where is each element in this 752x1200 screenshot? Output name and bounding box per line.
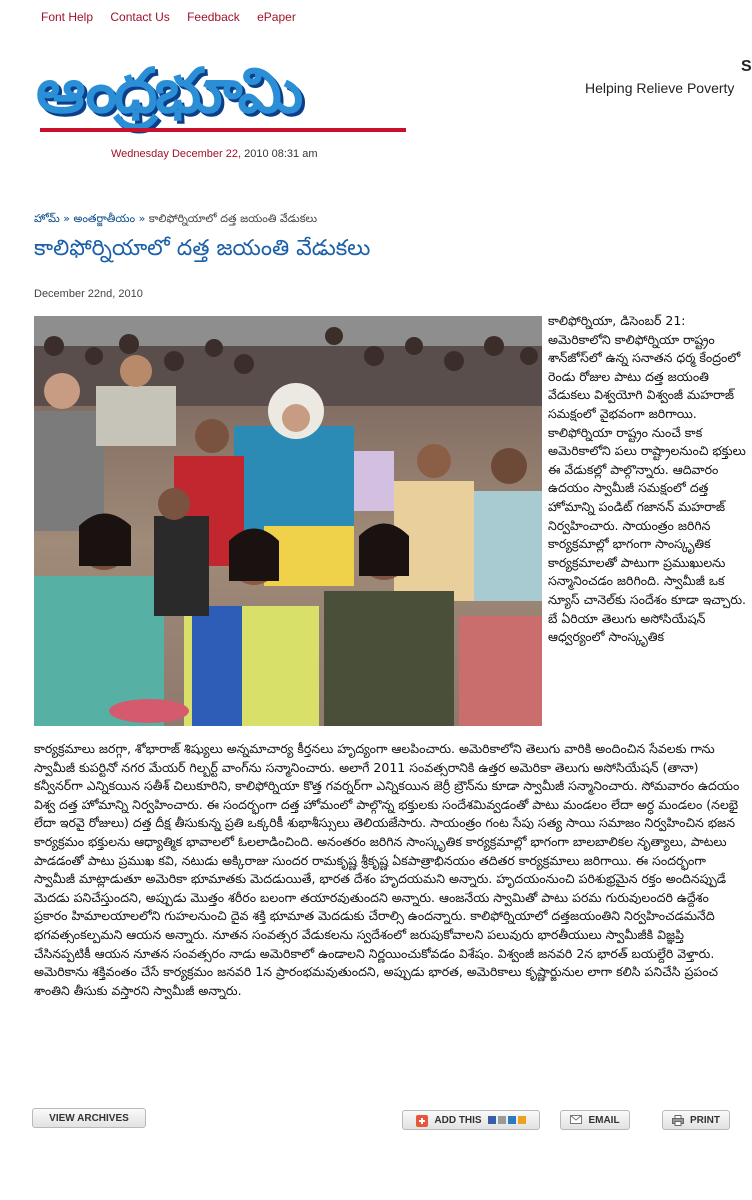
ad-letter: S: [741, 58, 752, 75]
font-help-link[interactable]: Font Help: [41, 10, 94, 24]
breadcrumb-separator: »: [63, 212, 71, 225]
crowd-photo-illustration: [34, 316, 542, 726]
logo-underline: [40, 128, 406, 132]
breadcrumb-separator: »: [138, 212, 146, 225]
breadcrumb-home[interactable]: హోమ్: [34, 212, 60, 225]
print-label: PRINT: [690, 1114, 720, 1126]
envelope-icon: [570, 1115, 582, 1125]
date-day: Wednesday December 22,: [111, 148, 242, 160]
breadcrumb: [34, 212, 317, 228]
print-button[interactable]: [662, 1110, 730, 1130]
top-nav: [41, 10, 310, 24]
date-time: 2010 08:31 am: [244, 148, 318, 160]
ad-tagline: Helping Relieve Poverty: [585, 80, 735, 96]
article-text-body: కార్యక్రమాలు జరగ్గా, శోభారాజ్ శిష్యులు అన్నమాచార్య కీర్తనలు హృద్యంగా ఆలపించారు. అమెరికాలోని తెలుగు వారికి అందించిన సేవలకు గాను స్వామీజీ కుపర్టినో నగర మేయర్ గిల్బర్ట్ వాంగ్‌ను సన్మానించారు. అలాగే 2011 సంవత్సరానికి ఉత్తర అమెరికా తెలుగు అసోసియేషన్ (తానా) కన్వీనర్‌గా ఎన్నికయిన సతీశ్ చిలుకూరిని, కాలిఫోర్నియా కొత్త గవర్నర్‌గా ఎన్నికయిన జెర్రీ బ్రౌన్‌ను కూడా స్వామీజీ సన్మానించారు. సోమవారం ఉదయం విశ్వ దత్త హోమాన్ని నిర్వహించారు. ఈ సందర్భంగా దత్త హోమంలో పాల్గొన్న భక్తులకు సందేశమివ్వడంతో పాటు మండలం లేదా అర్ధ మండలం (నలభై లేదా ఇరవై రోజులు) దత్త దీక్ష తీసుకున్న ప్రతి ఒక్కరికీ శుభాశీస్సులు తెలియజేసారు. సాయంత్రం గంట సేపు సత్య సాయి సమాజం నిర్వహించిన భజన కార్యక్రమం భక్తులను ఆధ్యాత్మిక భావాలలో ఓలలాడించింది. అనంతరం జరిగిన సాంస్కృతిక కార్యక్రమాల్లో భాగంగా బాలబాలికల నృత్యాలు, పాటలు పాడడంతో పాటు ప్రముఖ కవి, నటుడు అక్కిరాజు సుందర రామకృష్ణ శ్రీకృష్ణ ఏకపాత్రాభినయం తదితర కార్యక్రమాలు జరిగాయి. ఈ సందర్భంగా స్వామీజీ మాట్లాడుతూ అమెరికా భూమాతకు మెదడుయితే, భారత దేశం హృదయమని అన్నారు. హృదయంనుంచి పరిశుభ్రమైన రక్తం అందినప్పుడే మెదడు పనిచేస్తుందని, అప్పుడు మొత్తం శరీరం బలంగా తయారవుతుందని అన్నారు. ఆంజనేయ స్వామితో పాటు పరమ గురువులందరి ఉద్దేశం ప్రకారం హిమాలయాలలోని గుహలనుంచి దైవ శక్తి భూమాత మెదడుకు చేరాల్సి ఉందన్నారు. కాలిఫోర్నియాలో దత్తజయంతిని నిర్వహించడమనేది భగవత్సంకల్పమని ఆయన అన్నారు. నూతన సంవత్సర వేడుకలను స్వదేశంలో జరుపుకోవాలని పలువురు భారతీయులు స్వామీజీకి విజ్ఞప్తి చేసినప్పటికీ ఆయన నూతన సంవత్సరం నాడు అమెరికాలో ఉండాలని నిర్ణయించుకోవడం విశేషం. విశ్వంజీ జనవరి 2న భారత్ బయల్దేరి వెళ్తారు. అమెరికాను శక్తివంతం చేసే కార్యక్రమం జనవరి 1న ప్రారంభమవుతుందని, అప్పుడు భారత, అమెరికాలు కృష్ణార్జునుల లాగా కలిసి పనిచేసి ప్రపంచ శాంతిని తీసుకు వస్తారని స్వామీజీ అన్నారు.: [34, 741, 740, 998]
email-button[interactable]: [560, 1110, 630, 1130]
post-date: December 22nd, 2010: [34, 288, 143, 300]
add-this-label: ADD THIS: [434, 1114, 482, 1126]
feedback-link[interactable]: Feedback: [187, 10, 240, 24]
breadcrumb-current: కాలిఫోర్నియాలో దత్త జయంతి వేడుకలు: [148, 212, 318, 225]
add-this-button[interactable]: [402, 1110, 540, 1130]
view-archives-button[interactable]: [32, 1108, 146, 1128]
article-headline: కాలిఫోర్నియాలో దత్త జయంతి వేడుకలు: [34, 236, 371, 261]
breadcrumb-section[interactable]: అంతర్జాతీయం: [73, 212, 136, 225]
contact-us-link[interactable]: Contact Us: [110, 10, 170, 24]
site-logo[interactable]: [36, 54, 408, 136]
epaper-link[interactable]: ePaper: [257, 10, 296, 24]
logo-wordmark: ఆంధ్రభూమి: [36, 54, 301, 127]
view-archives-label: VIEW ARCHIVES: [49, 1112, 129, 1124]
email-label: EMAIL: [588, 1114, 620, 1126]
current-date: [111, 148, 318, 160]
share-services-icon: [488, 1115, 526, 1125]
article-text-side: కాలిఫోర్నియా, డిసెంబర్ 21: అమెరికాలోని కాలిఫోర్నియా రాష్ట్రం శాన్‌జోస్‌లో ఉన్న సనాతన ధర్మ కేంద్రంలో రెండు రోజుల పాటు దత్త జయంతి వేడుకలు విశ్వయోగి విశ్వంజీ మహరాజ్ సమక్షంలో వైభవంగా జరిగాయి. కాలిఫోర్నియా రాష్ట్రం నుంచే కాక అమెరికాలోని పలు రాష్ట్రాలనుంచి భక్తులు ఈ వేడుకల్లో పాల్గొన్నారు. ఆదివారం ఉదయం స్వామీజీ సమక్షంలో దత్త హోమాన్ని పండిట్ గజానన్ మహరాజ్ నిర్వహించారు. సాయంత్రం జరిగిన కార్యక్రమాల్లో భాగంగా సాంస్కృతిక కార్యక్రమాలతో పాటుగా ప్రముఖులను సన్మానించడం జరిగింది. స్వామీజీ ఒక న్యూస్ చానెల్‌కు సందేశం కూడా ఇచ్చారు. బే ఏరియా తెలుగు అసోసియేషన్ ఆధ్వర్యంలో సాంస్కృతిక: [548, 313, 747, 645]
plus-icon: [416, 1115, 428, 1125]
printer-icon: [672, 1115, 684, 1125]
article-photo: [34, 316, 542, 726]
